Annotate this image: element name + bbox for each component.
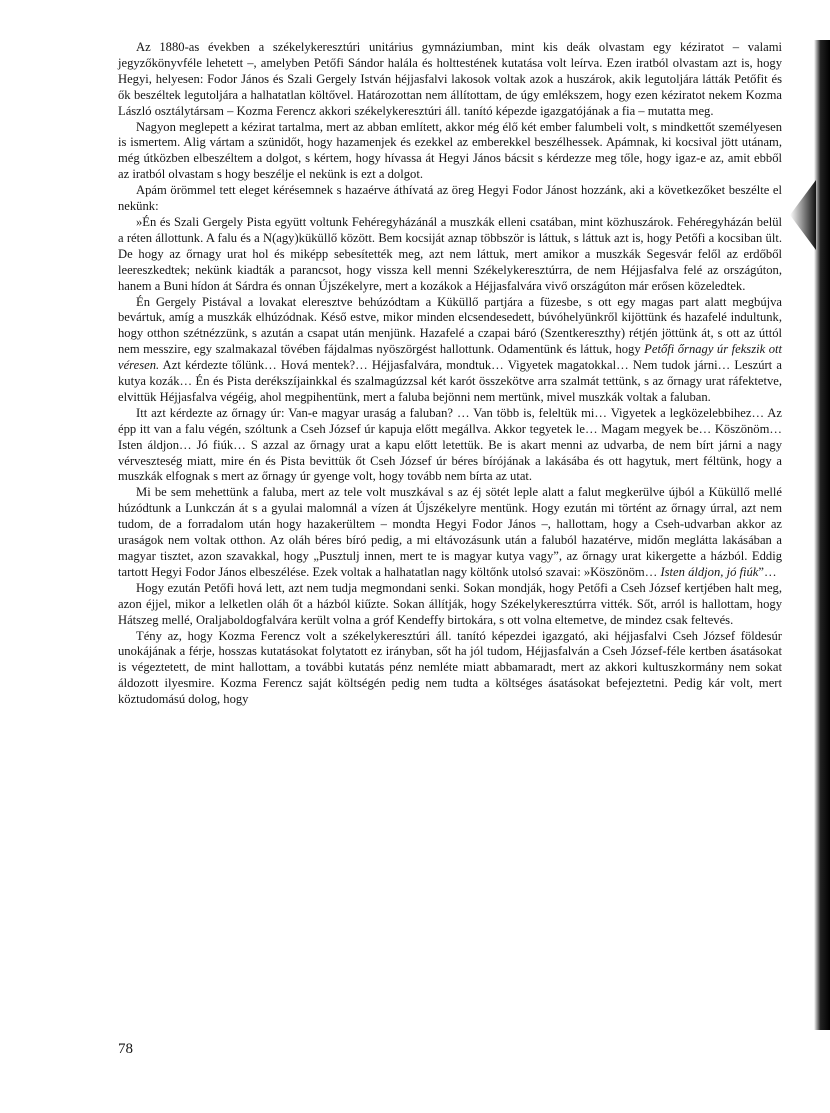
body-text xyxy=(118,40,782,708)
page-edge-shadow xyxy=(814,40,830,1030)
paragraph: Apám örömmel tett eleget kérésemnek s hazaérve áthívatá az öreg Hegyi Fodor Jánost hozzánk, aki a következőket beszélte el nekünk: xyxy=(118,183,782,214)
paragraph: Mi be sem mehettünk a faluba, mert az tele volt muszkával s az éj sötét leple alatt a falut megkerülve újból a Küküllő mellé húzódtunk a Lunkczán át s a gyulai malomnál a vízen át Újszékelyre mentünk. Hogy ezután mi történt az őrnagy úrral, azt nem tudom, de a forradalom után hogy hazakerültem – mondta Hegyi Fodor János –, hallottam, hogy a Cseh-udvarban akkor az uraságok nem voltak otthon. Az oláh béres bíró pedig, a mi eltávozásunk után a faluból hazatérve, midőn meglátta lakásában a magyar tisztet, azon szavakkal, hogy „Pusztulj innen, mert te is magyar kutya vagy”, az őrnagy urat kikergette a házból. Eddig tartott Hegyi Fodor János elbeszélése. Ezek voltak a halhatatlan nagy költőnk utolsó szavai: »Köszönöm… Isten áldjon, jó fiúk”… xyxy=(118,485,782,579)
binding-shadow-wedge xyxy=(790,180,816,250)
paragraph: Az 1880-as években a székelykeresztúri unitárius gymnáziumban, mint kis deák olvastam egy kéziratot – valami jegyzőkönyvféle lehetett –, amelyben Petőfi Sándor halála és holttestének kutatása volt leírva. Ezen iratból olvastam azt is, hogy Hegyi, helyesen: Fodor János és Szali Gergely István héjjasfalvi lakosok voltak azok a huszárok, akik legutoljára látták Petőfit és ők beszéltek legutoljára a halhatatlan költővel. Határozottan nem állítottam, de úgy emlékszem, hogy ezen kéziratot nekem Kozma László osztálytársam – Kozma Ferencz akkori székelykeresztúri áll. tanító képezde igazgatójának a fia – mutatta meg. xyxy=(118,40,782,118)
paragraph: Nagyon meglepett a kézirat tartalma, mert az abban említett, akkor még élő két ember falumbeli volt, s mindkettőt személyesen is ismertem. Alig vártam a szünidőt, hogy hazamenjek és ezekkel az emberekkel beszélhessek. Apámnak, ki kocsival jött utánam, még útközben elbeszéltem a dolgot, s kértem, hogy hívassa át Hegyi János bácsit s kérdezze meg tőle, hogy igaz-e az, amit ebből az iratból olvastam s hogy beszélje el nekünk is ezt a dolgot. xyxy=(118,119,782,182)
paragraph: Hogy ezután Petőfi hová lett, azt nem tudja megmondani senki. Sokan mondják, hogy Petőfi a Cseh József kertjében halt meg, azon éjjel, mikor a lelketlen oláh őt a házból kiűzte. Sokan állítják, hogy Székelykeresztúrra vitték. Sőt, arról is hallottam, hogy Hátszeg mellé, Oraljaboldogfalvára került volna a gróf Kendeffy birtokára, s ott volna eltemetve, de mindez csak feltevés. xyxy=(118,580,782,627)
paragraph: Tény az, hogy Kozma Ferencz volt a székelykeresztúri áll. tanító képezdei igazgató, aki héjjasfalvi Cseh József földesúr unokájának a férje, hosszas kutatásokat folytatott ez irányban, sőt ha jól tudom, Héjjasfalván a Cseh József-féle kertben ásatásokat is végeztetett, de mint hallottam, a további kutatás pénz nemléte miatt abbamaradt, mert az akkori kultuszkormány nem sokat áldozott ilyesmire. Kozma Ferencz saját költségén pedig nem tudta a költséges ásatásokat befejeztetni. Pedig kár volt, mert köztudomású dolog, hogy xyxy=(118,628,782,707)
page-number: 78 xyxy=(118,1041,133,1057)
paragraph: »Én és Szali Gergely Pista együtt voltunk Fehéregyházánál a muszkák elleni csatában, mint közhuszárok. Fehéregyházán belül a réten állottunk. A falu és a N(agy)küküllő között. Bem kocsiját aznap többször is láttuk, s láttuk azt is, hogy Petőfi a kocsiban ült. De hogy az őrnagy urat hol és miképp sebesítették meg, azt nem láttuk, mert amikor a muszkák Segesvár felől az erdőből leereszkedtek; nekünk kiadták a parancsot, hogy vissza kell menni Székelykeresztúrra, de nem Héjjasfalva felé az országúton, hanem a Buni hídon át Sárdra és onnan Újszékelyre, mert a kozákok a Héjjasfalvára vivő országúton már erősen közeledtek. xyxy=(118,214,782,293)
paragraph: Én Gergely Pistával a lovakat eleresztve behúzódtam a Küküllő partjára a füzesbe, s ott egy magas part alatt megbújva bevártuk, amíg a muszkák elhúzódnak. Késő estve, mikor minden elcsendesedett, búvóhelyünkről kijöttünk és hazafelé indultunk, hogy otthon szétnézzünk, s azután a csapat után menjünk. Hazafelé a czapai báró (Szentkereszthy) rétjén jöttünk át, s ott az úttól nem messzire, egy szalmakazal tövében fájdalmas nyöszörgést hallottunk. Odamentünk és láttuk, hogy Petőfi őrnagy úr fekszik ott véresen. Azt kérdezte tőlünk… Hová mentek?… Héjjasfalvára, mondtuk… Vigyetek magatokkal… Nem tudok járni… Leszúrt a kutya kozák… Én és Pista derékszíjainkkal és szalmagúzzsal két karót összekötve arra szalmát tettünk, s az őrnagy urat ráfektetve, elvittük Héjjasfalva végéig, ahol megpihentünk, mert a faluba bejönni nem mertünk, mivel muszkák voltak a faluban. xyxy=(118,294,782,404)
paragraph: Itt azt kérdezte az őrnagy úr: Van-e magyar uraság a faluban? … Van több is, feleltük mi… Vigyetek a legközelebbihez… Az épp itt van a falu végén, szóltunk a Cseh József úr kapuja előtt megállva. Akkor tegyetek le… Magam megyek be… Köszönöm… Isten áldjon… Jó fiúk… S azzal az őrnagy urat a kapu előtt letettük. Be is akart menni az udvarba, de nem bírt járni a nagy vérveszteség miatt, mire én és Pista bevittük őt Cseh József úr béres bírójának a lakásába és ott hagytuk, mert féltünk, hogy a muszkák elfognak s mert az őrnagy úr gyenge volt, hogy tovább nem bírta az utat. xyxy=(118,405,782,484)
